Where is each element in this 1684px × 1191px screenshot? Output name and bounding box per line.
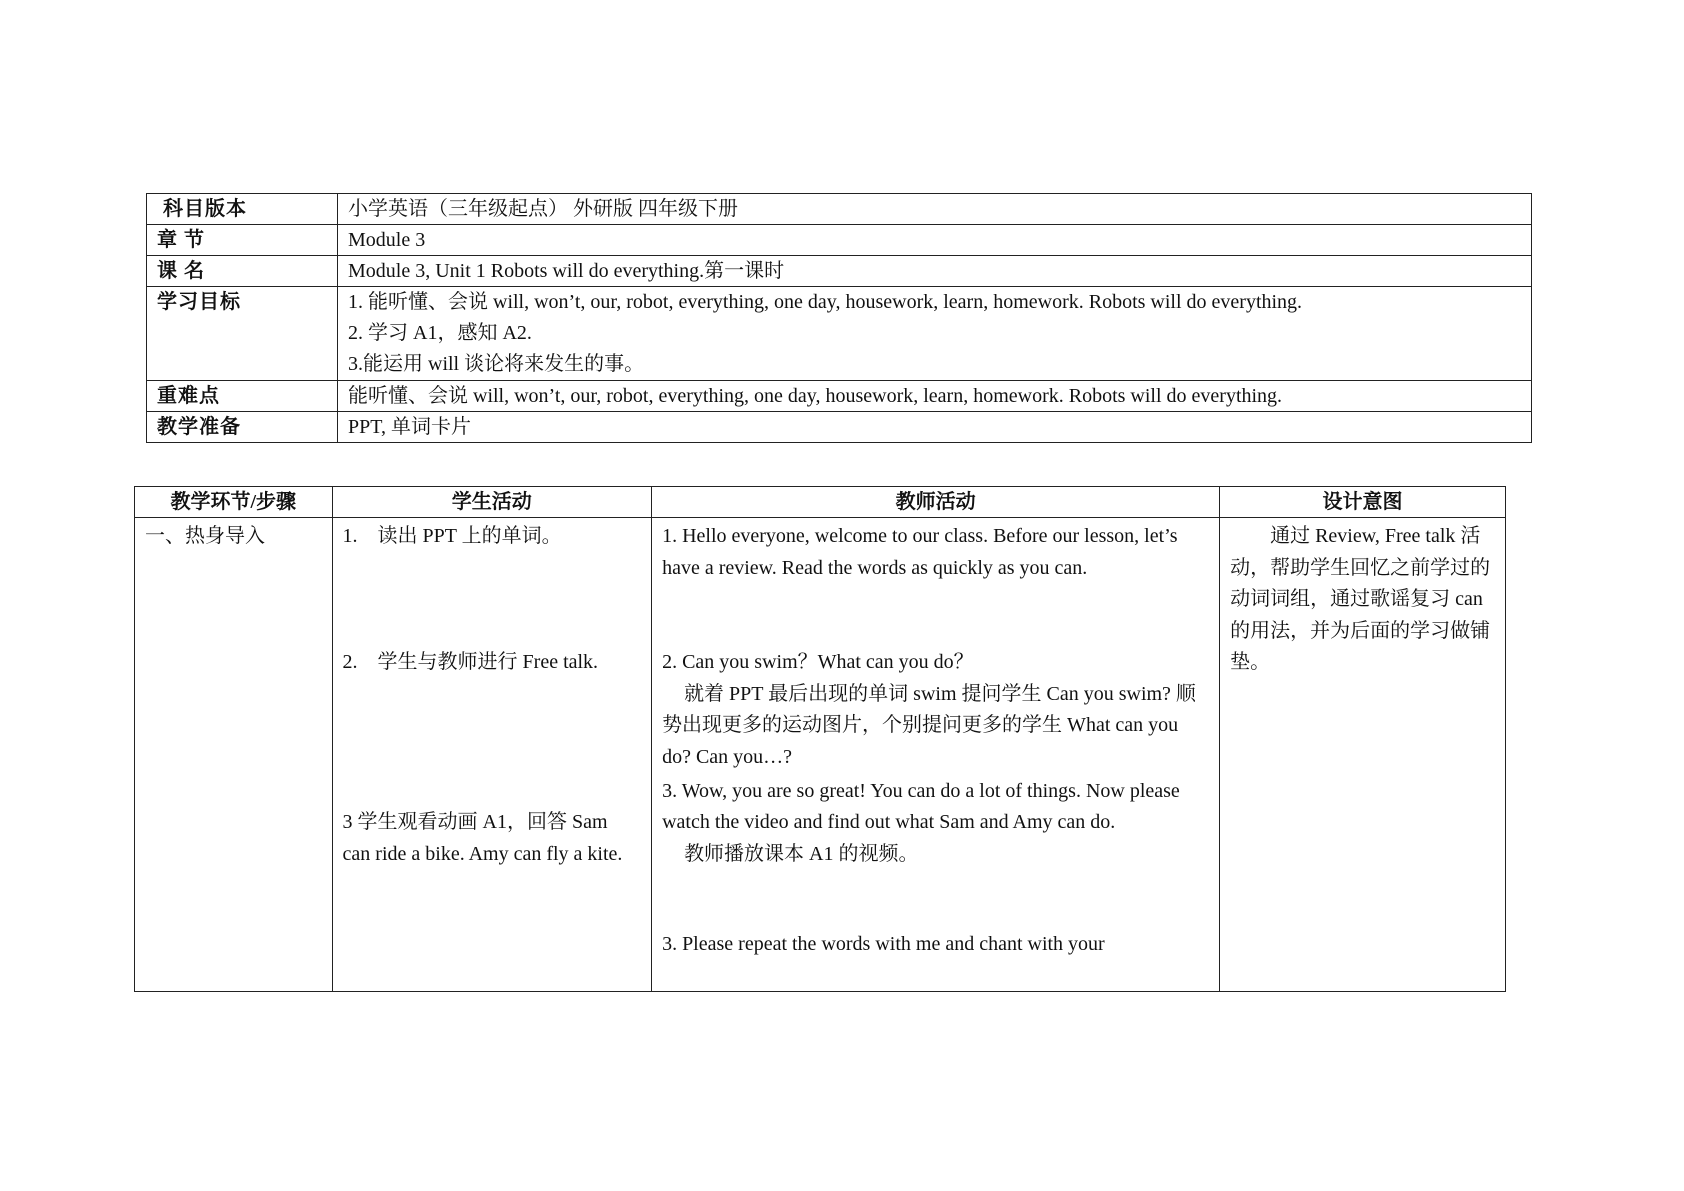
student-activity-cell (332, 518, 652, 992)
info-row-key-points (147, 381, 1532, 412)
design-intent-text: 通过 Review, Free talk 活动，帮助学生回忆之前学过的动词词组，通过歌谣复习 can 的用法，并为后面的学习做铺垫。 (1230, 525, 1491, 673)
header-teacher: 教师活动 (652, 487, 1220, 518)
info-label: 课 名 (147, 256, 338, 287)
info-value: Module 3, Unit 1 Robots will do everything.第一课时 (338, 256, 1532, 287)
header-student: 学生活动 (332, 487, 652, 518)
teacher-activity-item: 3. Please repeat the words with me and chant with your (662, 932, 1105, 955)
info-row-preparation (147, 412, 1532, 443)
info-label: 学习目标 (147, 287, 338, 381)
info-row-lesson-name (147, 256, 1532, 287)
teaching-plan-table (134, 486, 1506, 992)
teacher-activity-note: 教师播放课本 A1 的视频。 (684, 842, 919, 865)
header-intent: 设计意图 (1220, 487, 1506, 518)
info-value: 能听懂、会说 will, won’t, our, robot, everything, one day, housework, learn, homework. Robots will do everything. (338, 381, 1532, 412)
teacher-activity-cell (652, 518, 1220, 992)
info-label: 重难点 (147, 381, 338, 412)
student-activity-item: 3 学生观看动画 A1，回答 Sam can ride a bike. Amy can fly a kite. (342, 811, 623, 865)
student-activity-item: 2. 学生与教师进行 Free talk. (342, 651, 599, 673)
teacher-activity-item: 2. Can you swim？What can you do？ (662, 651, 974, 673)
course-info-table (146, 193, 1532, 443)
objectives-cell (338, 287, 1532, 381)
step-name: 一、热身导入 (135, 518, 333, 992)
info-value: 小学英语（三年级起点） 外研版 四年级下册 (338, 194, 1532, 225)
objective-line: 2. 学习 A1，感知 A2. (348, 322, 532, 344)
info-value: Module 3 (338, 225, 1532, 256)
info-label: 章 节 (147, 225, 338, 256)
info-label: 科目版本 (147, 194, 338, 225)
teacher-activity-item: 1. Hello everyone, welcome to our class. Before our lesson, let’s have a review. Read the words as quickly as you can. (662, 525, 1178, 579)
plan-row-warmup (135, 518, 1506, 992)
info-row-chapter (147, 225, 1532, 256)
info-label: 教学准备 (147, 412, 338, 443)
plan-header-row (135, 487, 1506, 518)
info-row-objectives (147, 287, 1532, 381)
info-value: PPT, 单词卡片 (338, 412, 1532, 443)
student-activity-item: 1. 读出 PPT 上的单词。 (342, 525, 562, 547)
teacher-activity-note: 就着 PPT 最后出现的单词 swim 提问学生 Can you swim? 顺势出现更多的运动图片，个别提问更多的学生 What can you do? Can you…? (662, 682, 1196, 768)
info-row-subject (147, 194, 1532, 225)
header-step: 教学环节/步骤 (135, 487, 333, 518)
objective-line: 1. 能听懂、会说 will, won’t, our, robot, everything, one day, housework, learn, homework. Robots will do everything. (348, 291, 1303, 313)
teacher-activity-item: 3. Wow, you are so great! You can do a lot of things. Now please watch the video and find out what Sam and Amy can do. (662, 779, 1180, 833)
design-intent-cell (1220, 518, 1506, 992)
objective-line: 3.能运用 will 谈论将来发生的事。 (348, 353, 645, 375)
